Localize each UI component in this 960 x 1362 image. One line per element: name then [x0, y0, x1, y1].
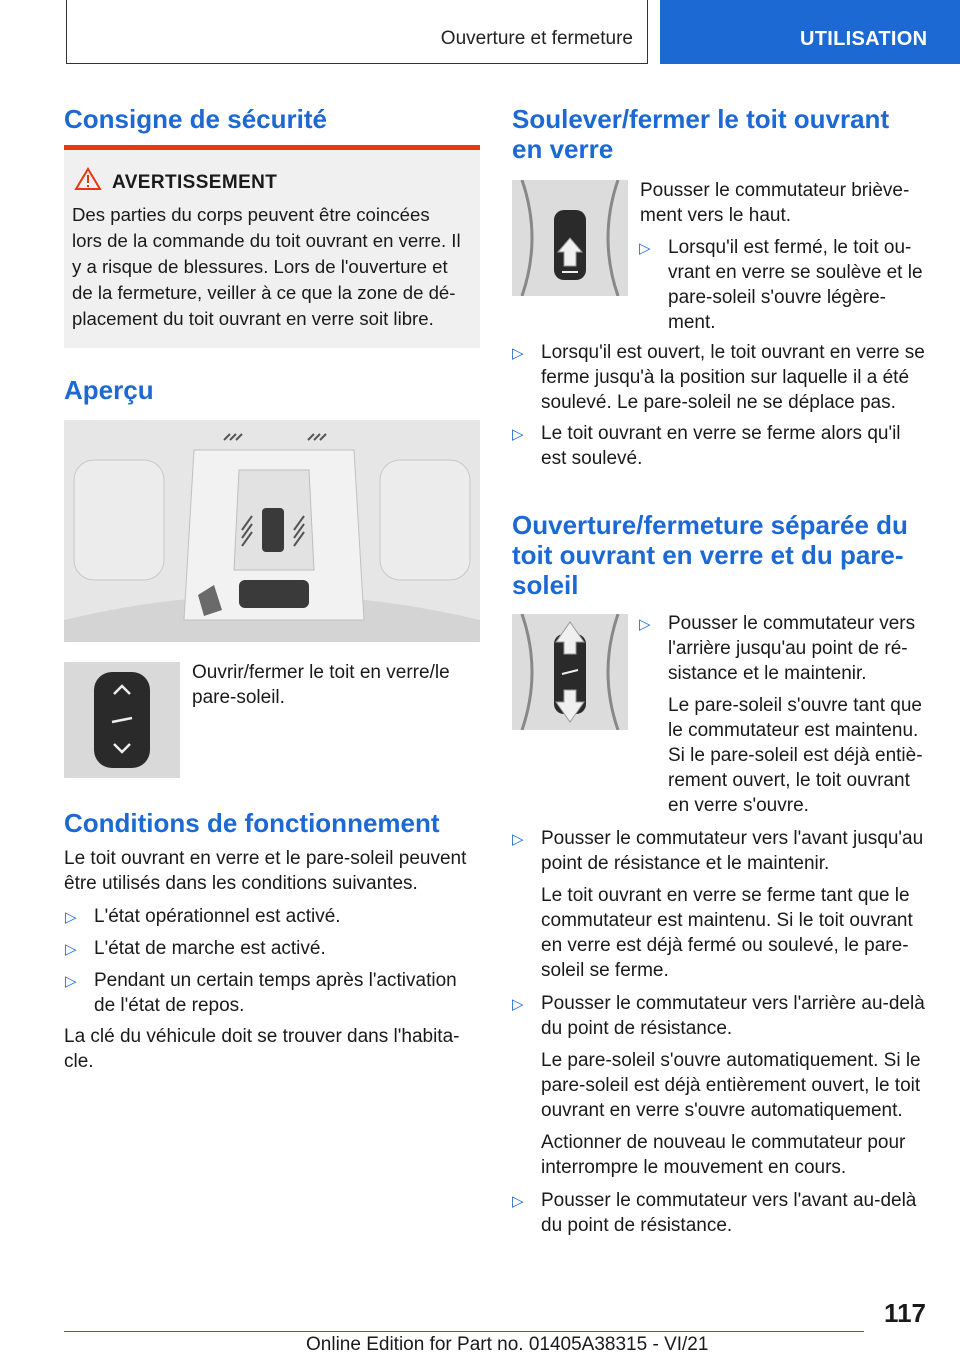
list-item — [512, 421, 928, 471]
list-line: L'état de marche est activé. — [94, 938, 326, 959]
header-chapter-tab — [660, 0, 960, 64]
header-section-box — [66, 0, 648, 64]
switch-image — [64, 662, 180, 778]
conditions-intro — [64, 846, 480, 896]
list-item — [512, 1188, 928, 1238]
bullet-triangle-icon: ▷ — [512, 996, 524, 1013]
warning-triangle-icon — [74, 167, 102, 191]
bullet-triangle-icon: ▷ — [512, 831, 524, 848]
switch-caption — [192, 660, 480, 710]
key-note — [64, 1024, 480, 1074]
list-line: pare-soleil est déjà entièrement ouvert, le toit — [541, 1075, 921, 1096]
header-chapter-label: UTILISATION — [800, 28, 928, 50]
intro-line: Le toit ouvrant en verre et le pare-soleil peuvent — [64, 848, 467, 869]
list-item — [639, 235, 928, 335]
bullet-triangle-icon: ▷ — [512, 345, 524, 362]
roof-console-image — [64, 420, 480, 642]
bullet-triangle-icon: ▷ — [512, 426, 524, 443]
warning-title: AVERTISSEMENT — [112, 172, 278, 193]
list-item — [512, 991, 928, 1180]
list-line: Si le pare-soleil est déjà entiè- — [668, 745, 923, 766]
note-line: La clé du véhicule doit se trouver dans l'habita- — [64, 1026, 460, 1047]
bullet-triangle-icon: ▷ — [65, 941, 77, 958]
list-line: de l'état de repos. — [94, 995, 245, 1016]
list-line: Pousser le commutateur vers — [668, 613, 916, 634]
switch-up-image — [512, 180, 628, 296]
page-number: 117 — [884, 1298, 926, 1328]
switch-updown-image — [512, 614, 628, 730]
safety-heading: Consigne de sécurité — [64, 104, 327, 134]
list-line: Actionner de nouveau le commutateur pour — [541, 1132, 906, 1153]
list-line: vrant en verre se soulève et le — [668, 262, 923, 283]
tilt-heading — [512, 104, 889, 164]
list-line: en verre est déjà fermé ou soulevé, le pare- — [541, 935, 909, 956]
list-line: Pousser le commutateur vers l'avant au-delà — [541, 1190, 917, 1211]
list-line: ment. — [668, 312, 716, 333]
list-item — [512, 340, 928, 415]
list-line: du point de résistance. — [541, 1215, 733, 1236]
list-line: Lorsqu'il est ouvert, le toit ouvrant en verre se — [541, 342, 925, 363]
heading-line: en verre — [512, 134, 614, 164]
switch-closeup-image — [64, 662, 180, 778]
list-line: Le toit ouvrant en verre se ferme tant que le — [541, 885, 910, 906]
caption-line: Ouvrir/fermer le toit en verre/le — [192, 662, 450, 683]
list-line: ouvrant en verre s'ouvre automatiquement. — [541, 1100, 903, 1121]
list-line: Le toit ouvrant en verre se ferme alors qu'il — [541, 423, 901, 444]
list-line: en verre s'ouvre. — [668, 795, 809, 816]
warning-text — [72, 202, 472, 332]
list-line: rement ouvert, le toit ouvrant — [668, 770, 910, 791]
list-line: sistance et le maintenir. — [668, 663, 867, 684]
intro-line: être utilisés dans les conditions suivantes. — [64, 873, 418, 894]
list-item — [65, 936, 480, 961]
list-item — [65, 968, 480, 1018]
warning-line: placement du toit ouvrant en verre soit libre. — [72, 308, 434, 329]
separate-heading — [512, 510, 908, 600]
warning-box — [64, 145, 480, 348]
list-item — [639, 611, 928, 818]
heading-line: Soulever/fermer le toit ouvrant — [512, 104, 890, 134]
tilt-caption — [640, 178, 928, 228]
bullet-triangle-icon: ▷ — [512, 1193, 524, 1210]
list-line: Pousser le commutateur vers l'avant jusqu'au — [541, 828, 924, 849]
caption-line: ment vers le haut. — [640, 205, 792, 226]
list-item — [65, 904, 480, 929]
list-line: le commutateur est maintenu. — [668, 720, 919, 741]
heading-line: toit ouvrant en verre et du pare- — [512, 540, 904, 570]
list-line: du point de résistance. — [541, 1018, 733, 1039]
list-line: point de résistance et le maintenir. — [541, 853, 830, 874]
warning-line: y a risque de blessures. Lors de l'ouverture et — [72, 256, 448, 277]
separate-switch-image — [512, 614, 628, 730]
warning-line: lors de la commande du toit ouvrant en verre. Il — [72, 230, 461, 251]
warning-line: de la fermeture, veiller à ce que la zone de dé- — [72, 282, 456, 303]
header-section-title: Ouverture et fermeture — [440, 28, 633, 49]
heading-line: soleil — [512, 570, 579, 600]
list-line: Lorsqu'il est fermé, le toit ou- — [668, 237, 912, 258]
list-line: est soulevé. — [541, 448, 643, 469]
list-line: interrompre le mouvement en cours. — [541, 1157, 847, 1178]
footer-edition: Online Edition for Part no. 01405A38315 - VI/21 — [306, 1334, 709, 1355]
bullet-triangle-icon: ▷ — [639, 240, 651, 257]
list-line: L'état opérationnel est activé. — [94, 906, 341, 927]
heading-line: Ouverture/fermeture séparée du — [512, 510, 908, 540]
list-line: ferme jusqu'à la position sur laquelle il a été — [541, 367, 910, 388]
list-line: soleil se ferme. — [541, 960, 669, 981]
footer-divider — [64, 1331, 864, 1332]
list-line: commutateur est maintenu. Si le toit ouvrant — [541, 910, 913, 931]
conditions-heading: Conditions de fonctionnement — [64, 808, 440, 838]
warning-line: Des parties du corps peuvent être coincées — [72, 204, 430, 225]
caption-line: Pousser le commutateur briève- — [640, 180, 910, 201]
overview-illustration — [64, 420, 480, 642]
caption-line: pare-soleil. — [192, 687, 285, 708]
list-line: pare-soleil s'ouvre légère- — [668, 287, 887, 308]
overview-heading: Aperçu — [64, 375, 154, 405]
list-item — [512, 826, 928, 983]
list-line: l'arrière jusqu'au point de ré- — [668, 638, 908, 659]
bullet-triangle-icon: ▷ — [639, 616, 651, 633]
list-line: Pendant un certain temps après l'activation — [94, 970, 457, 991]
note-line: cle. — [64, 1051, 94, 1072]
bullet-triangle-icon: ▷ — [65, 973, 77, 990]
list-line: Le pare-soleil s'ouvre automatiquement. Si le — [541, 1050, 921, 1071]
list-line: Le pare-soleil s'ouvre tant que — [668, 695, 922, 716]
tilt-switch-image — [512, 180, 628, 296]
list-line: soulevé. Le pare-soleil ne se déplace pas. — [541, 392, 896, 413]
list-line: Pousser le commutateur vers l'arrière au-delà — [541, 993, 925, 1014]
bullet-triangle-icon: ▷ — [65, 909, 77, 926]
